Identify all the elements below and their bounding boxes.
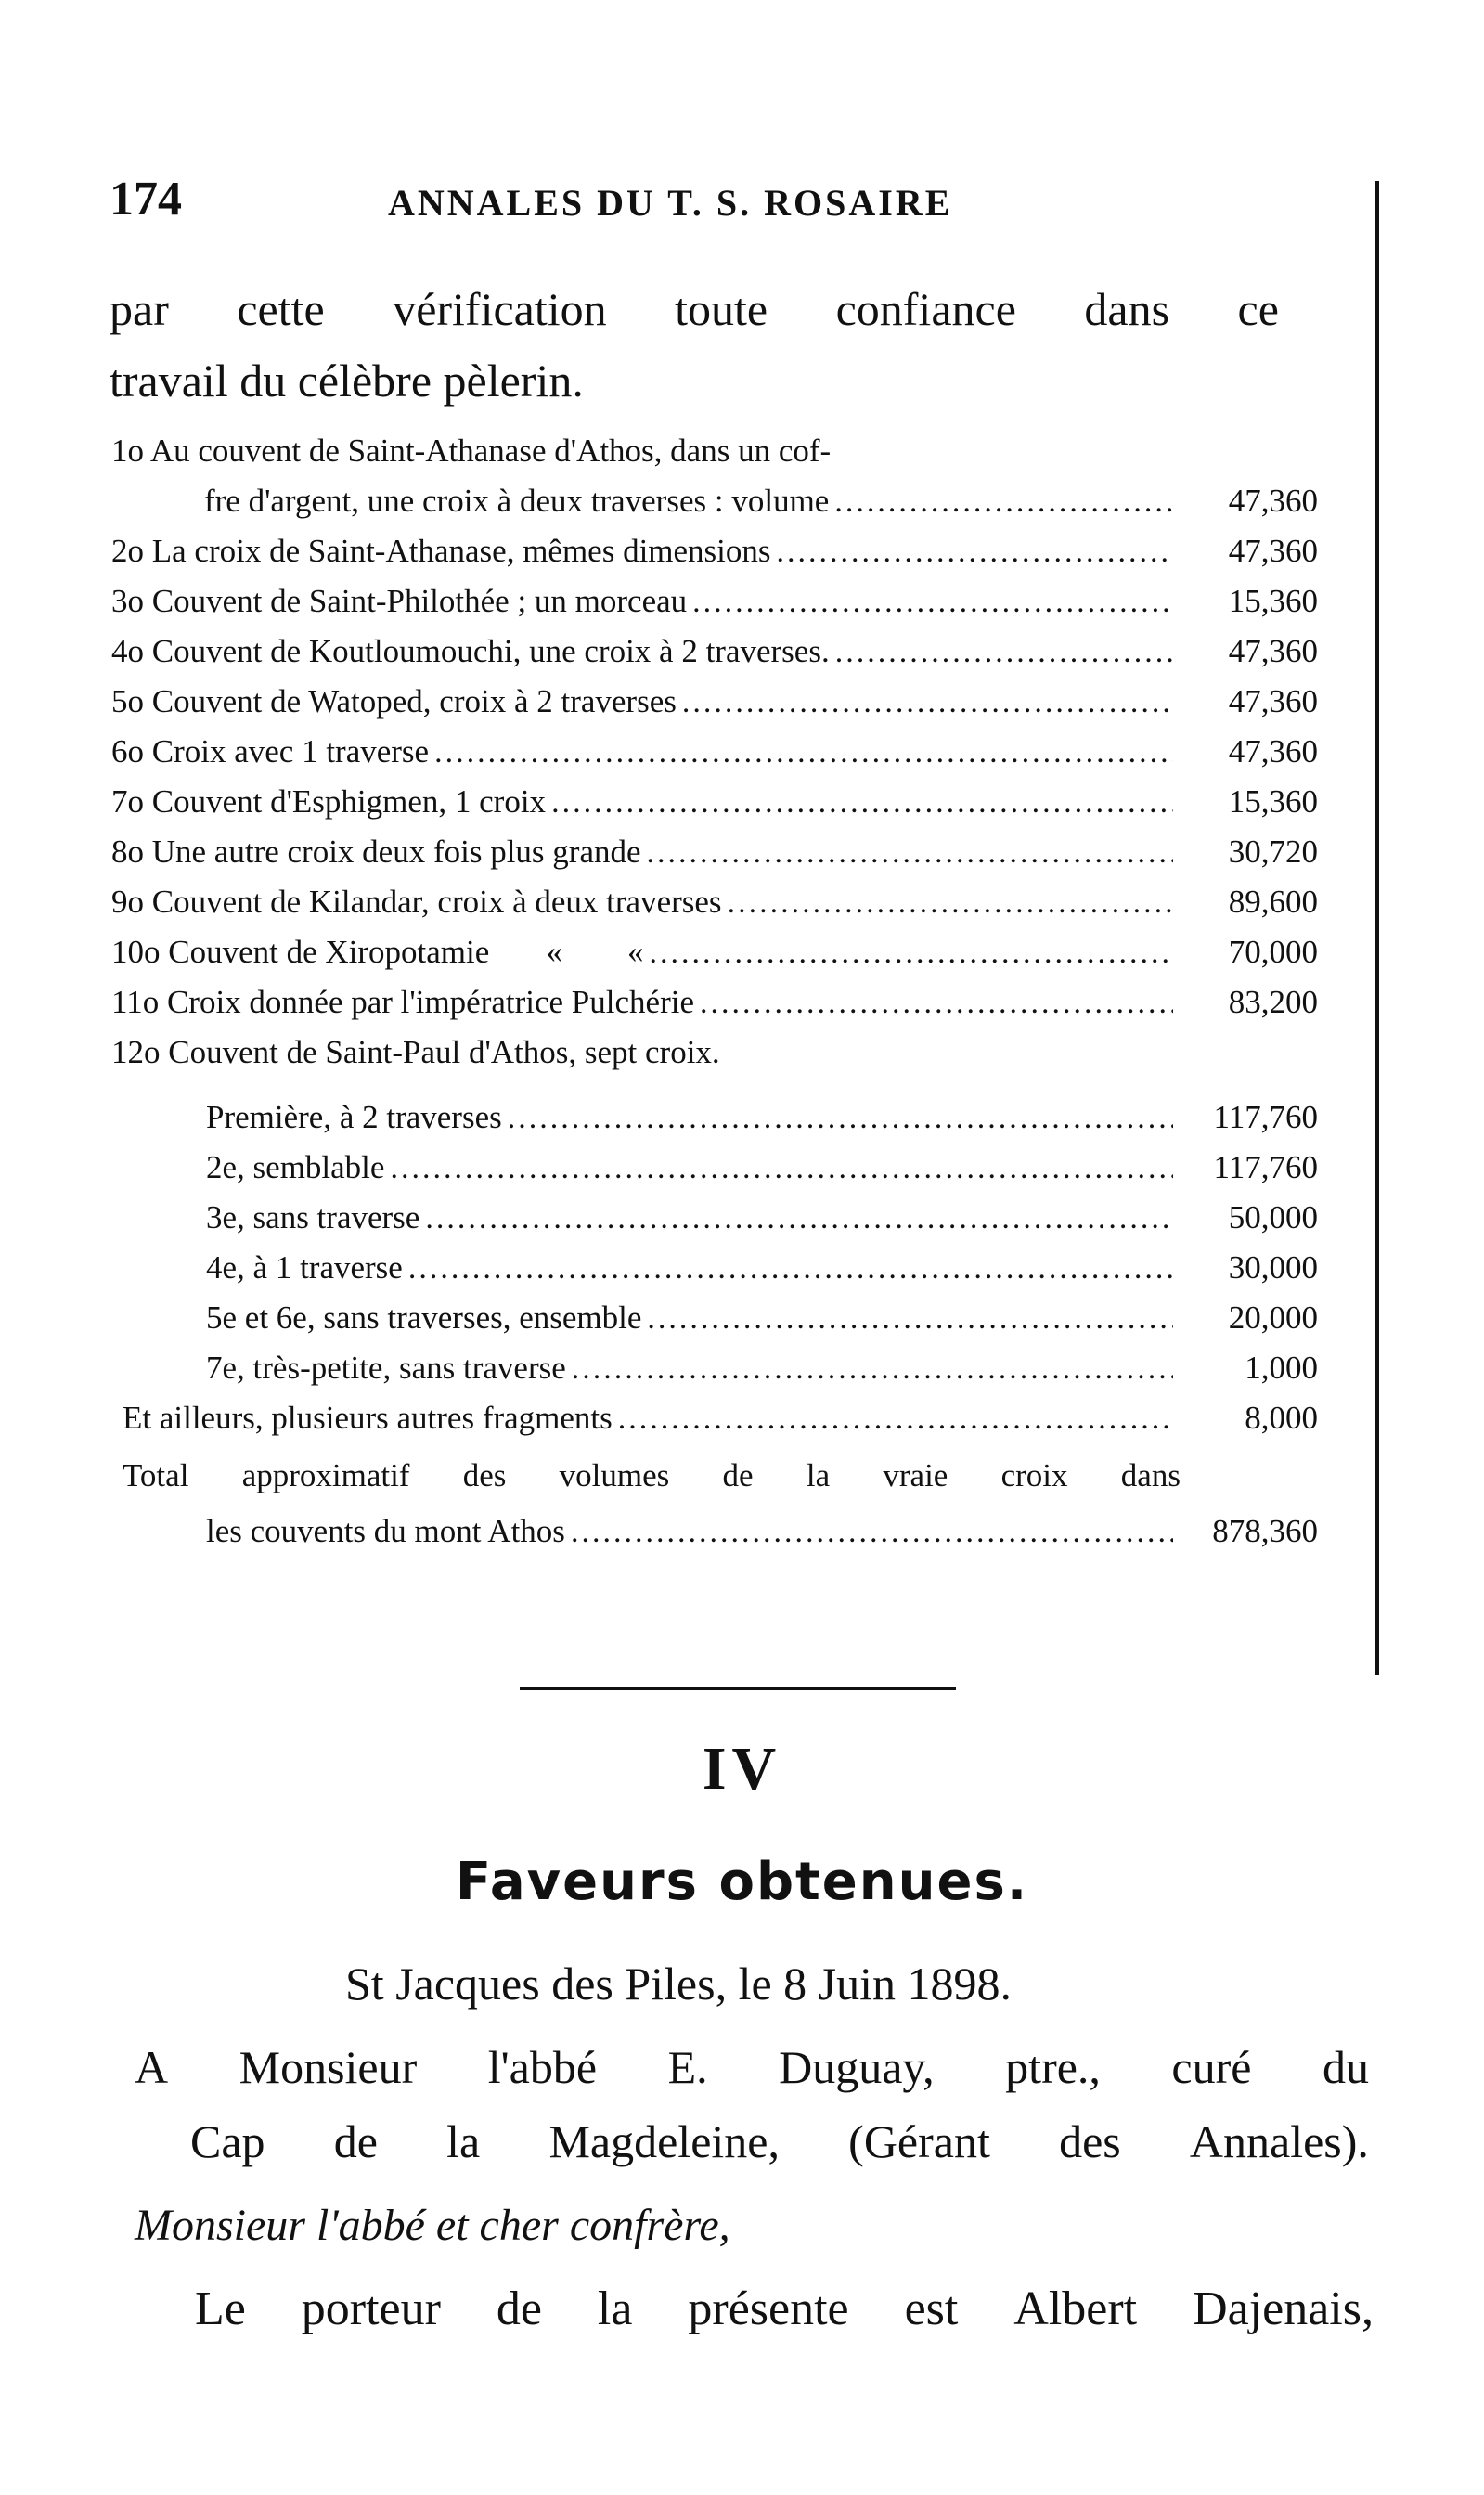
- relic-volume: 20,000: [1228, 1299, 1318, 1336]
- relic-label: 4o Couvent de Koutloumouchi, une croix à 2 traverses.: [111, 633, 830, 669]
- word: cette: [237, 283, 325, 335]
- relic-label: 8o Une autre croix deux fois plus grande: [111, 834, 641, 870]
- page-header: [110, 172, 1084, 237]
- relic-row: [111, 971, 1318, 1021]
- leader-dots: [508, 1101, 1173, 1136]
- total-block: [123, 1444, 1181, 1494]
- relic-label: 9o Couvent de Kilandar, croix à deux traverses: [111, 884, 722, 920]
- relic-label: 2o La croix de Saint-Athanase, mêmes dimensions: [111, 533, 771, 569]
- relic-volume: 117,760: [1213, 1099, 1318, 1135]
- word: Cap: [190, 2115, 265, 2167]
- relic-elsewhere-row: [123, 1387, 1318, 1437]
- word: Monsieur: [239, 2041, 418, 2093]
- running-head: ANNALES DU T. S. ROSAIRE: [388, 182, 953, 224]
- word: de: [722, 1457, 754, 1493]
- word: ce: [1237, 283, 1279, 335]
- relic-row: [111, 821, 1318, 871]
- relic-volume: 47,360: [1228, 633, 1318, 669]
- relic-subrow: [206, 1286, 1318, 1337]
- relic-label: 5o Couvent de Watoped, croix à 2 traverses: [111, 683, 677, 719]
- leader-dots: [835, 635, 1173, 670]
- relic-volume: 15,360: [1228, 583, 1318, 619]
- relic-label: Et ailleurs, plusieurs autres fragments: [123, 1400, 613, 1436]
- page-number: 174: [110, 173, 182, 226]
- relic-row: [111, 620, 1318, 670]
- leader-dots: [650, 936, 1173, 971]
- word: Magdeleine,: [548, 2115, 780, 2167]
- word: de: [333, 2115, 378, 2167]
- relic-volume: 89,600: [1228, 884, 1318, 920]
- relic-sublabel: Première, à 2 traverses: [206, 1099, 502, 1135]
- leader-dots: [571, 1515, 1173, 1550]
- relic-volume: 8,000: [1245, 1400, 1318, 1436]
- relic-volume: 50,000: [1228, 1199, 1318, 1235]
- relic-volume: 47,360: [1228, 533, 1318, 569]
- word: la: [446, 2115, 481, 2167]
- word: des: [462, 1457, 507, 1493]
- letter-date-line: St Jacques des Piles, le 8 Juin 1898.: [345, 1958, 1013, 2010]
- leader-dots: [551, 785, 1173, 821]
- word: la: [806, 1457, 831, 1493]
- word: curé: [1171, 2041, 1252, 2093]
- relic-label: 10o Couvent de Xiropotamie « «: [111, 934, 644, 970]
- word: toute: [675, 283, 768, 335]
- relic-volume: 47,360: [1228, 733, 1318, 769]
- letter-body-line-1: [195, 2282, 1374, 2336]
- word: vraie: [883, 1457, 948, 1493]
- word: l'abbé: [487, 2041, 598, 2093]
- relic-volume: 15,360: [1228, 783, 1318, 820]
- intro-line-1: [110, 274, 1279, 345]
- relic-label: 11o Croix donnée par l'impératrice Pulchérie: [111, 984, 694, 1020]
- word: approximatif: [241, 1457, 410, 1493]
- letter-address-line-1: [135, 2040, 1369, 2094]
- word: confiance: [835, 283, 1016, 335]
- word: (Gérant: [848, 2115, 990, 2167]
- relic-row: [111, 871, 1318, 921]
- word: Duguay,: [779, 2041, 935, 2093]
- relic-item-12: [111, 1021, 720, 1071]
- leader-dots: [572, 1351, 1173, 1387]
- leader-dots: [390, 1151, 1173, 1186]
- relic-label: 3o Couvent de Saint-Philothée ; un morceau: [111, 583, 688, 619]
- word: de: [496, 2282, 542, 2335]
- section-title: Faveurs obtenues.: [455, 1852, 1029, 1912]
- relic-item-label: 1o Au couvent de Saint-Athanase d'Athos, dans un cof-: [111, 433, 832, 469]
- relic-volume: 1,000: [1245, 1350, 1318, 1386]
- relic-row: [111, 470, 1318, 520]
- section-numeral: IV: [702, 1735, 782, 1803]
- word: A: [135, 2041, 169, 2093]
- intro-paragraph: [110, 274, 1279, 417]
- relic-subrow: [206, 1236, 1318, 1286]
- word: est: [904, 2282, 959, 2335]
- relic-volume: 47,360: [1228, 683, 1318, 719]
- leader-dots: [434, 735, 1173, 770]
- relic-row: [111, 520, 1318, 570]
- word: dans: [1084, 283, 1170, 335]
- relic-row: [111, 921, 1318, 971]
- leader-dots: [728, 886, 1173, 921]
- leader-dots: [692, 585, 1173, 620]
- relic-item-label: 12o Couvent de Saint-Paul d'Athos, sept croix.: [111, 1034, 720, 1070]
- relic-subrow: [206, 1337, 1318, 1387]
- relic-sublabel: 3e, sans traverse: [206, 1199, 420, 1235]
- word: Le: [195, 2282, 246, 2335]
- relic-label: 7o Couvent d'Esphigmen, 1 croix: [111, 783, 547, 820]
- word: dans: [1120, 1457, 1181, 1493]
- relic-sublabel: 2e, semblable: [206, 1149, 385, 1185]
- relic-row: [111, 770, 1318, 821]
- relic-subrow: [206, 1136, 1318, 1186]
- total-line-1: [123, 1444, 1181, 1494]
- word: par: [110, 283, 169, 335]
- word: Annales).: [1189, 2115, 1369, 2167]
- word: la: [597, 2282, 633, 2335]
- total-label: les couvents du mont Athos: [206, 1513, 565, 1549]
- total-volume: 878,360: [1212, 1513, 1318, 1549]
- word: croix: [1000, 1457, 1068, 1493]
- relic-row: [111, 720, 1318, 770]
- relic-row: [111, 670, 1318, 720]
- relic-item-1-line: [111, 420, 831, 470]
- leader-dots: [682, 685, 1173, 720]
- leader-dots: [618, 1402, 1173, 1437]
- relic-volume: 83,200: [1228, 984, 1318, 1020]
- word: vérification: [393, 283, 607, 335]
- relic-volume: 47,360: [1228, 483, 1318, 519]
- relic-sublabel: 5e et 6e, sans traverses, ensemble: [206, 1299, 642, 1336]
- word: Dajenais,: [1193, 2282, 1374, 2335]
- relic-subrow: [206, 1086, 1318, 1136]
- section-divider: [520, 1687, 956, 1690]
- relic-row: [111, 570, 1318, 620]
- relic-sublabel: 7e, très-petite, sans traverse: [206, 1350, 566, 1386]
- leader-dots: [777, 535, 1173, 570]
- leader-dots: [647, 1301, 1173, 1337]
- relic-sublabel: 4e, à 1 traverse: [206, 1249, 403, 1286]
- word: Total: [123, 1457, 189, 1493]
- word: des: [1059, 2115, 1121, 2167]
- leader-dots: [408, 1251, 1173, 1286]
- word: volumes: [559, 1457, 670, 1493]
- word: présente: [688, 2282, 849, 2335]
- word: ptre.,: [1005, 2041, 1101, 2093]
- word: du: [1322, 2041, 1369, 2093]
- leader-dots: [425, 1201, 1173, 1236]
- relic-volume: 117,760: [1213, 1149, 1318, 1185]
- margin-rule: [1375, 181, 1379, 1675]
- relic-volume: 70,000: [1228, 934, 1318, 970]
- letter-address-line-2: [190, 2114, 1369, 2168]
- relic-label: 6o Croix avec 1 traverse: [111, 733, 430, 769]
- word: porteur: [301, 2282, 441, 2335]
- word: Albert: [1013, 2282, 1138, 2335]
- leader-dots: [834, 485, 1173, 520]
- relic-subrow: [206, 1186, 1318, 1236]
- leader-dots: [647, 835, 1173, 871]
- relic-volume: 30,720: [1228, 834, 1318, 870]
- intro-line-2: travail du célèbre pèlerin.: [110, 355, 584, 407]
- word: E.: [667, 2041, 708, 2093]
- relic-label: fre d'argent, une croix à deux traverses : volume: [204, 483, 830, 519]
- leader-dots: [700, 986, 1173, 1021]
- relic-volume: 30,000: [1228, 1249, 1318, 1286]
- letter-salutation: Monsieur l'abbé et cher confrère,: [135, 2201, 730, 2250]
- total-row: [206, 1500, 1318, 1550]
